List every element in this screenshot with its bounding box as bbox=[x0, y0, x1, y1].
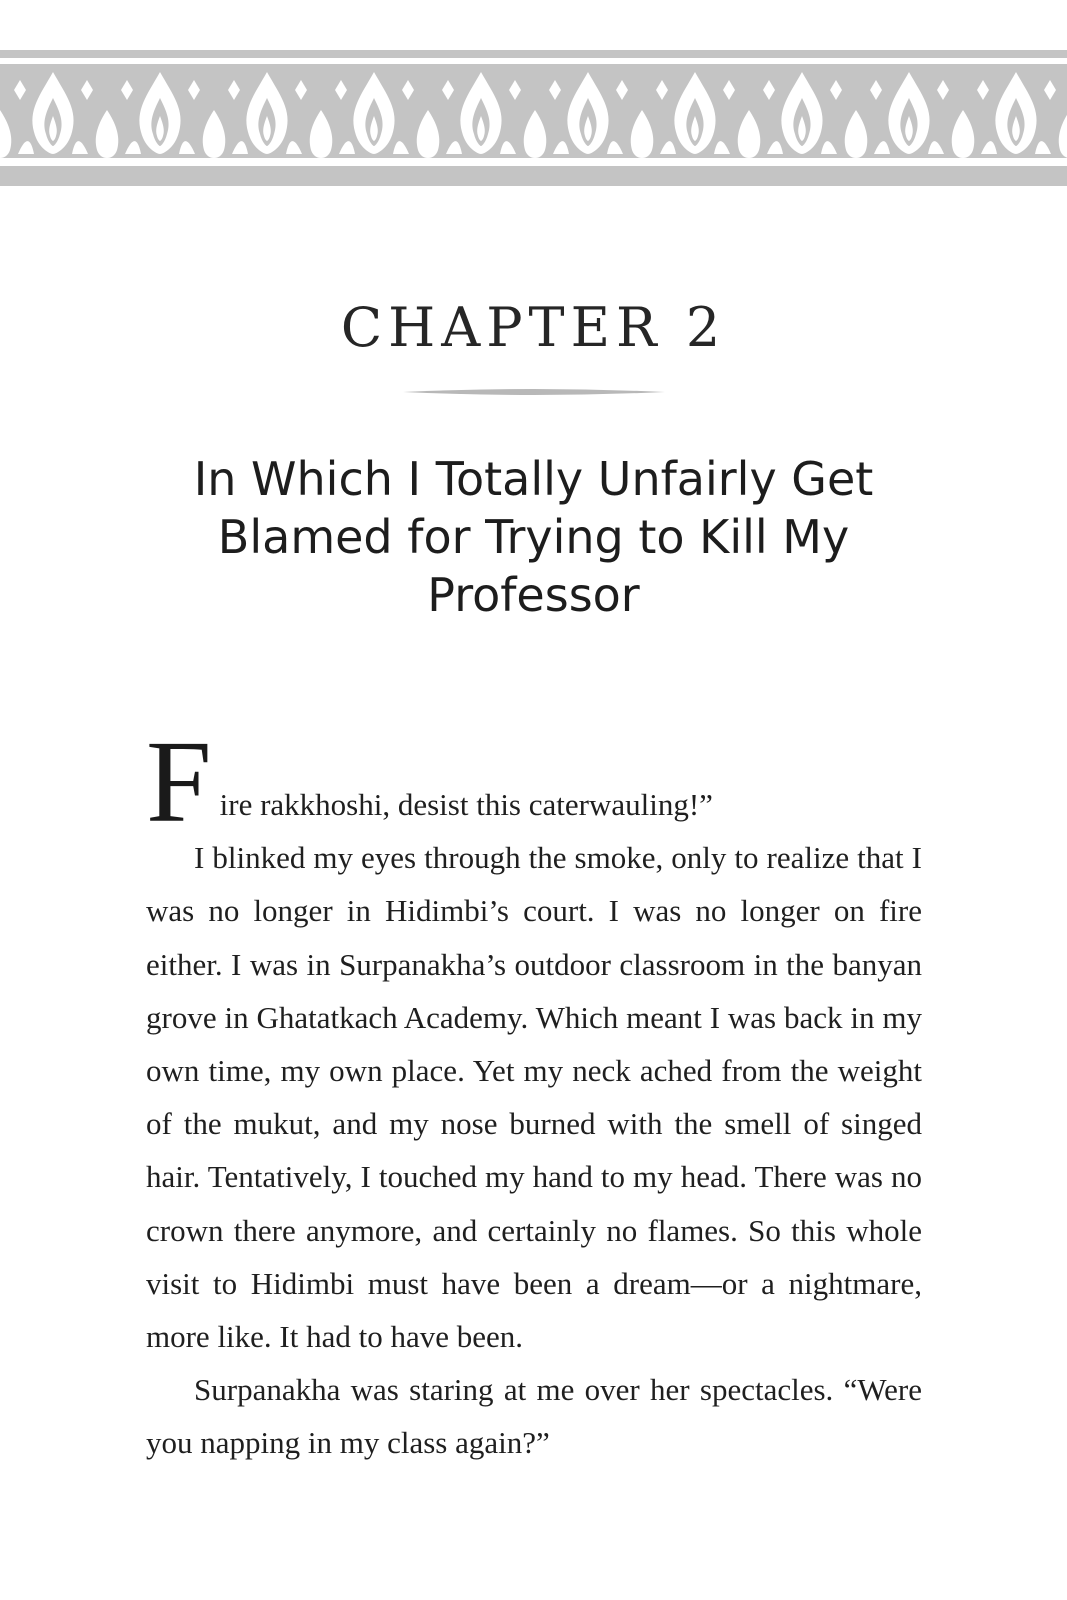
paragraph-2: I blinked my eyes through the smoke, only to realize that I was no longer in Hidimbi’s court. I was no longer on fire either. I was in Surpanakha’s outdoor classroom in the banyan grove in Ghatatkach Academy. Which meant I was back in my own time, my own place. Yet my neck ached from the weight of the mukut, and my nose burned with the smell of singed hair. Tentatively, I touched my hand to my head. There was no crown there anymore, and certainly no flames. So this whole visit to Hidimbi must have been a dream—or a nightmare, more like. It had to have been. bbox=[146, 840, 922, 1355]
drop-cap: F bbox=[146, 716, 212, 847]
paragraph-1 bbox=[146, 716, 922, 847]
chapter-title: In Which I Totally Unfairly Get Blamed for Trying to Kill My Professor bbox=[193, 452, 874, 622]
chapter-divider bbox=[403, 388, 665, 396]
chapter-body bbox=[146, 716, 922, 1470]
decorative-header-border bbox=[0, 50, 1067, 188]
chapter-number: CHAPTER 2 bbox=[340, 296, 727, 359]
paragraph-3: Surpanakha was staring at me over her spectacles. “Were you napping in my class again?” bbox=[146, 1372, 922, 1461]
paragraph-1-text: ire rakkhoshi, desist this caterwauling!” bbox=[219, 787, 713, 822]
